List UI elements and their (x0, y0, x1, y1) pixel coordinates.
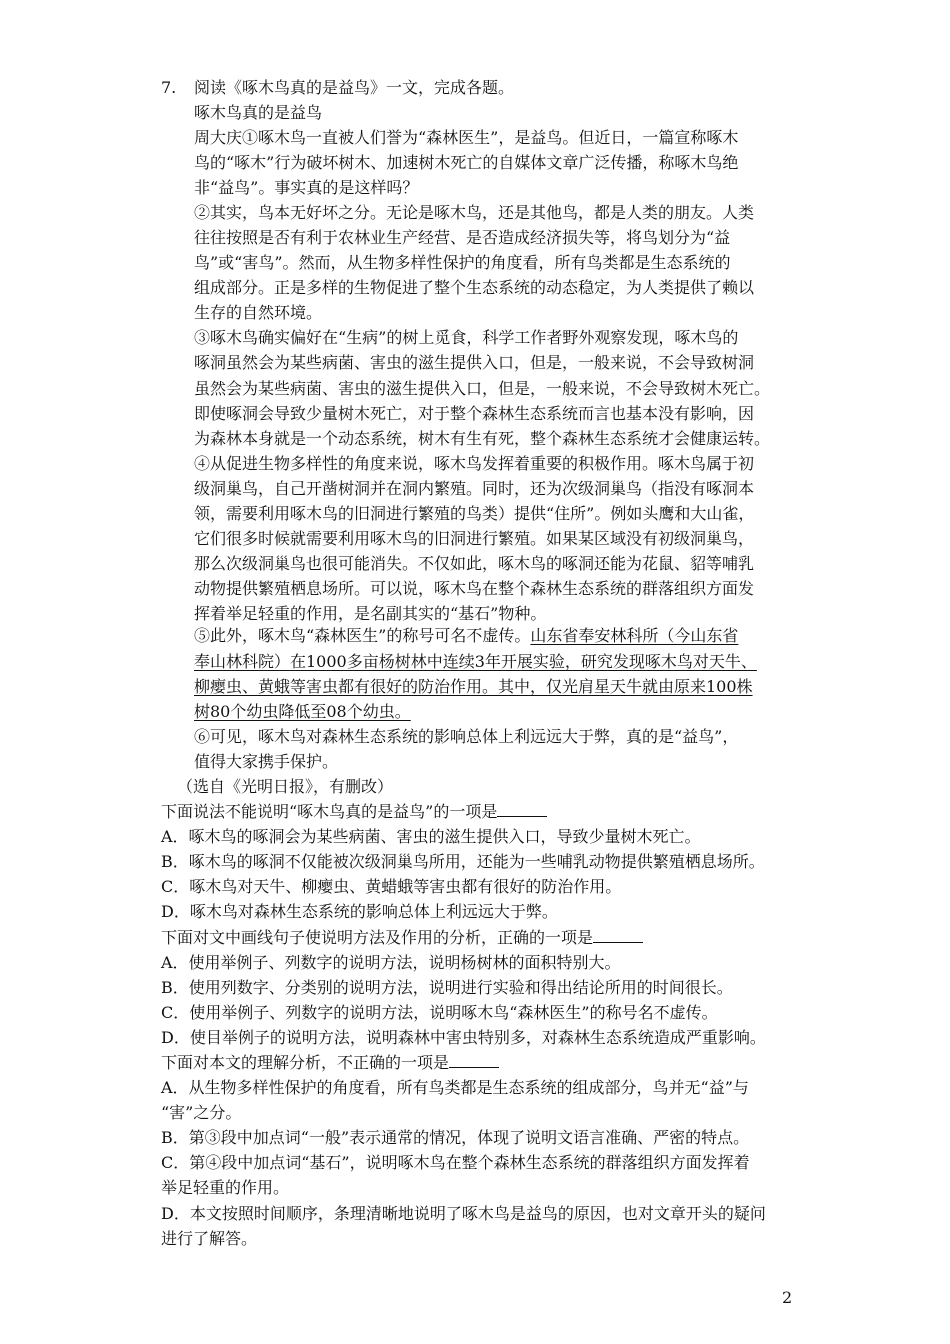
question-stem (161, 801, 547, 823)
article-line: 往往按照是否有利于农林业生产经营、是否造成经济损失等，将鸟划分为“益 (194, 228, 731, 247)
underlined-sentence-part-2: 奉山林科院）在1000多亩杨树林中连续3年开展实验，研究发现啄木鸟对天牛、 (194, 652, 757, 671)
article-line: 它们很多时候就需要利用啄木鸟的旧洞进行繁殖。如果某区域没有初级洞巢鸟， (194, 529, 755, 548)
answer-blank[interactable] (593, 927, 643, 943)
paragraph-5-line-1 (194, 625, 738, 647)
answer-option: 举足轻重的作用。 (161, 1178, 290, 1197)
article-line: ④从促进生物多样性的角度来说，啄木鸟发挥着重要的积极作用。啄木鸟属于初 (194, 454, 755, 473)
answer-option: D．本文按照时间顺序，条理清晰地说明了啄木鸟是益鸟的原因，也对文章开头的疑问 (161, 1204, 766, 1223)
answer-option: D．使目举例子的说明方法，说明森林中害虫特别多，对森林生态系统造成严重影响。 (161, 1028, 766, 1047)
article-line: 虽然会为某些病菌、害虫的滋生提供入口，但是，一般来说，不会导致树木死亡。 (194, 379, 771, 398)
article-line: 周大庆①啄木鸟一直被人们誉为“森林医生”，是益鸟。但近日，一篇宣称啄木 (194, 128, 739, 147)
underlined-sentence-part-1: 山东省奉安林科所（今山东省 (530, 626, 739, 645)
article-line: ②其实，鸟本无好坏之分。无论是啄木鸟，还是其他鸟，都是人类的朋友。人类 (194, 203, 755, 222)
answer-option: A．啄木鸟的啄洞会为某些病菌、害虫的滋生提供入口，导致少量树木死亡。 (161, 827, 701, 846)
paragraph-6-line-1: ⑥可见，啄木鸟对森林生态系统的影响总体上利远远大于弊，真的是“益鸟”， (194, 727, 739, 746)
article-source: （选自《光明日报》，有删改） (177, 777, 394, 796)
answer-option: B．使用列数字、分类别的说明方法，说明进行实验和得出结论所用的时间很长。 (161, 978, 733, 997)
answer-option: A．从生物多样性保护的角度看，所有鸟类都是生态系统的组成部分，鸟并无“益”与 (161, 1078, 749, 1097)
underlined-sentence-part-4: 树80个幼虫降低至08个幼虫。 (194, 702, 411, 721)
article-line: 生存的自然环境。 (194, 303, 323, 322)
paragraph-6-line-2: 值得大家携手保护。 (194, 752, 339, 771)
article-line: 级洞巢鸟，自己开凿树洞并在洞内繁殖。同时，还为次级洞巢鸟（指没有啄洞本 (194, 479, 755, 498)
answer-option: A．使用举例子、列数字的说明方法，说明杨树林的面积特别大。 (161, 953, 621, 972)
article-line: 啄洞虽然会为某些病菌、害虫的滋生提供入口，但是，一般来说，不会导致树洞 (194, 353, 755, 372)
answer-option: B．啄木鸟的啄洞不仅能被次级洞巢鸟所用，还能为一些哺乳动物提供繁殖栖息场所。 (161, 852, 765, 871)
article-line: 即使啄洞会导致少量树木死亡，对于整个森林生态系统而言也基本没有影响，因 (194, 404, 755, 423)
answer-option: D．啄木鸟对森林生态系统的影响总体上利远远大于弊。 (161, 902, 558, 921)
article-line: 挥着举足轻重的作用，是名副其实的“基石”物种。 (194, 604, 547, 623)
question-prompt: 阅读《啄木鸟真的是益鸟》一文，完成各题。 (194, 78, 515, 97)
question-stem (161, 927, 643, 949)
article-line: 非“益鸟”。事实真的是这样吗？ (194, 178, 419, 197)
question-stem-text: 下面说法不能说明“啄木鸟真的是益鸟”的一项是 (161, 802, 498, 821)
article-line: 那么次级洞巢鸟也很可能消失。不仅如此，啄木鸟的啄洞还能为花鼠、貂等哺乳 (194, 554, 755, 573)
answer-option: C．第④段中加点词“基石”，说明啄木鸟在整个森林生态系统的群落组织方面发挥着 (161, 1153, 750, 1172)
article-line: ③啄木鸟确实偏好在“生病”的树上觅食，科学工作者野外观察发现，啄木鸟的 (194, 328, 739, 347)
underlined-sentence-part-3: 柳瘿虫、黄蛾等害虫都有很好的防治作用。其中，仅光肩星天牛就由原来100株 (194, 677, 753, 696)
article-line: 动物提供繁殖栖息场所。可以说，啄木鸟在整个森林生态系统的群落组织方面发 (194, 579, 755, 598)
question-number: 7. (161, 78, 177, 97)
article-line: 鸟的“啄木”行为破坏树木、加速树木死亡的自媒体文章广泛传播，称啄木鸟绝 (194, 153, 739, 172)
question-stem (161, 1052, 499, 1074)
answer-option: 进行了解答。 (161, 1229, 258, 1248)
article-line: 为森林本身就是一个动态系统，树木有生有死，整个森林生态系统才会健康运转。 (194, 429, 771, 448)
article-title: 啄木鸟真的是益鸟 (194, 103, 323, 122)
page-number: 2 (782, 1288, 793, 1307)
article-line: 领，需要利用啄木鸟的旧洞进行繁殖的鸟类）提供“住所”。例如头鹰和大山雀， (194, 504, 755, 523)
question-stem-text: 下面对文中画线句子使说明方法及作用的分析，正确的一项是 (161, 928, 594, 947)
article-line: 组成部分。正是多样的生物促进了整个生态系统的动态稳定，为人类提供了赖以 (194, 278, 755, 297)
answer-blank[interactable] (497, 801, 547, 817)
answer-option: C．啄木鸟对天牛、柳瘿虫、黄蜡蛾等害虫都有很好的防治作用。 (161, 877, 622, 896)
answer-option: “害”之分。 (161, 1103, 242, 1122)
answer-option: C．使用举例子、列数字的说明方法，说明啄木鸟“森林医生”的称号名不虚传。 (161, 1003, 718, 1022)
answer-blank[interactable] (449, 1052, 499, 1068)
article-line: 鸟”或“害鸟”。然而，从生物多样性保护的角度看，所有鸟类都是生态系统的 (194, 253, 731, 272)
question-stem-text: 下面对本文的理解分析，不正确的一项是 (161, 1053, 450, 1072)
paragraph-5-lead: ⑤此外，啄木鸟“森林医生”的称号可名不虚传。 (194, 626, 531, 645)
answer-option: B．第③段中加点词“一般”表示通常的情况，体现了说明文语言准确、严密的特点。 (161, 1128, 750, 1147)
